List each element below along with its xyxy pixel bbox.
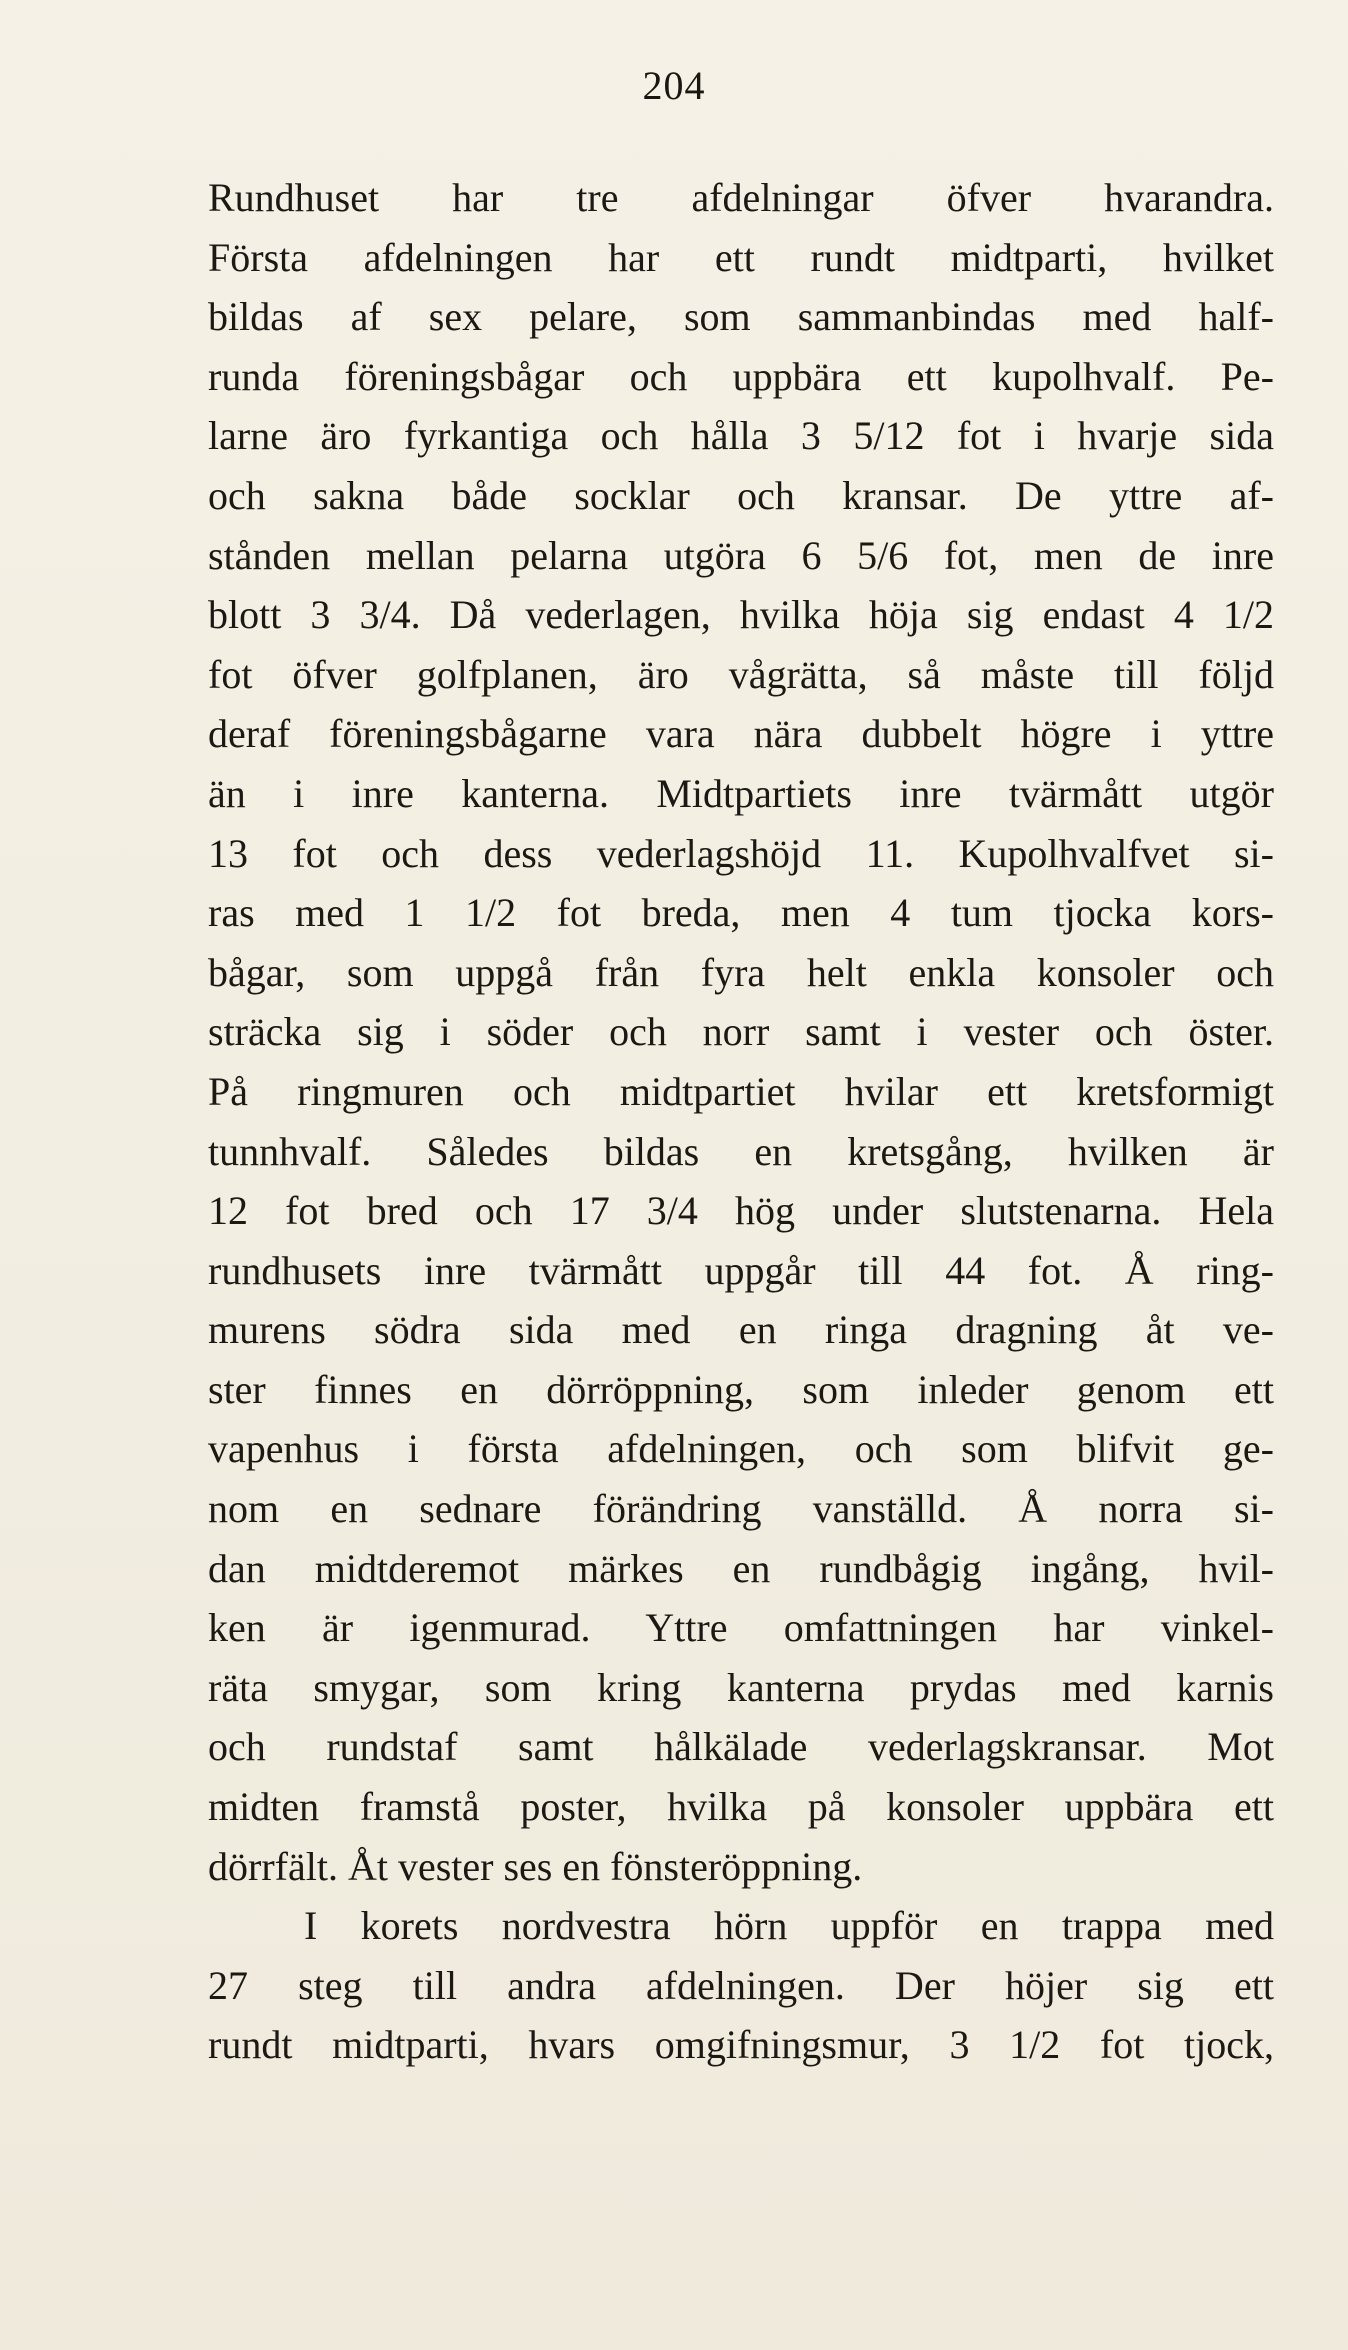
text-line: På ringmuren och midtpartiet hvilar ett kretsformigt (208, 1068, 1274, 1114)
text-line: ster finnes en dörröppning, som inleder genom ett (208, 1366, 1274, 1412)
text-line: ras med 1 1/2 fot breda, men 4 tum tjocka kors- (208, 890, 1274, 936)
text-line: bildas af sex pelare, som sammanbindas med half- (208, 294, 1274, 340)
text-line: 13 fot och dess vederlagshöjd 11. Kupolhvalfvet si- (208, 830, 1274, 876)
text-line: nom en sednare förändring vanställd. Å norra si- (208, 1486, 1274, 1532)
text-line: stånden mellan pelarna utgöra 6 5/6 fot, men de inre (208, 532, 1274, 578)
text-line: Rundhuset har tre afdelningar öfver hvarandra. (208, 175, 1274, 220)
text-line: runda föreningsbågar och uppbära ett kupolhvalf. Pe- (208, 353, 1274, 399)
paragraph-end-line: dörrfält. Åt vester ses en fönsteröppning. (208, 1843, 863, 1889)
text-line: och sakna både socklar och kransar. De yttre af- (208, 472, 1274, 518)
text-line: ken är igenmurad. Yttre omfattningen har vinkel- (208, 1605, 1274, 1651)
text-line: än i inre kanterna. Midtpartiets inre tvärmått utgör (208, 770, 1274, 816)
text-line: och rundstaf samt hålkälade vederlagskransar. Mot (208, 1724, 1274, 1770)
text-line: räta smygar, som kring kanterna prydas med karnis (208, 1664, 1274, 1710)
body-text (208, 168, 1274, 2075)
text-line: murens södra sida med en ringa dragning åt ve- (208, 1307, 1274, 1353)
text-line: vapenhus i första afdelningen, och som blifvit ge- (208, 1426, 1274, 1472)
text-line: larne äro fyrkantiga och hålla 3 5/12 fot i hvarje sida (208, 413, 1274, 459)
text-line: fot öfver golfplanen, äro vågrätta, så måste till följd (208, 651, 1274, 697)
text-line: deraf föreningsbågarne vara nära dubbelt högre i yttre (208, 711, 1274, 757)
text-line: sträcka sig i söder och norr samt i vester och öster. (208, 1009, 1274, 1055)
page-number: 204 (642, 63, 706, 108)
text-line: blott 3 3/4. Då vederlagen, hvilka höja sig endast 4 1/2 (208, 592, 1274, 638)
text-line: bågar, som uppgå från fyra helt enkla konsoler och (208, 949, 1274, 995)
text-line: rundt midtparti, hvars omgifningsmur, 3 1/2 fot tjock, (208, 2022, 1274, 2068)
text-line: dan midtderemot märkes en rundbågig ingång, hvil- (208, 1545, 1274, 1591)
text-line: 27 steg till andra afdelningen. Der höjer sig ett (208, 1962, 1274, 2008)
text-line: rundhusets inre tvärmått uppgår till 44 fot. Å ring- (208, 1247, 1274, 1293)
text-line: Första afdelningen har ett rundt midtparti, hvilket (208, 234, 1274, 280)
text-line: tunnhvalf. Således bildas en kretsgång, hvilken är (208, 1128, 1274, 1174)
paragraph-start-line: I korets nordvestra hörn uppför en trappa med (304, 1903, 1274, 1949)
text-line: midten framstå poster, hvilka på konsoler uppbära ett (208, 1784, 1274, 1830)
text-line: 12 fot bred och 17 3/4 hög under slutstenarna. Hela (208, 1188, 1274, 1234)
